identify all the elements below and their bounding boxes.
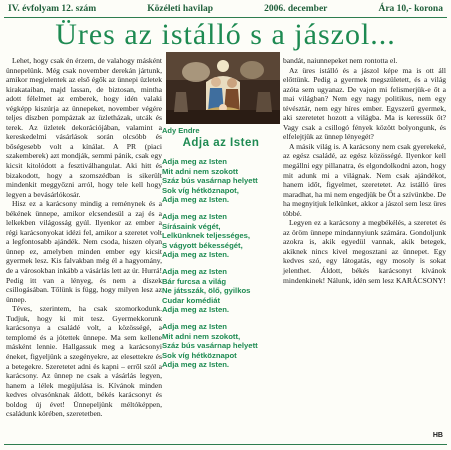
article-title: Üres az istálló s a jászol... bbox=[55, 18, 396, 51]
right-paragraph: A másik világ is. A karácsony nem csak gyerekeké, az egész családé, az egész közösségé. Ilyenkor kell megállni egy pillanatra, és elgondolkodni azon, hogy mit adunk mi a világnak. Nem csak ajándékot, hanem időt, figyelmet, szeretetet. Az istálló üres maradhat, ha mi nem engedjük be Őt a szívünkbe. De ha megnyitjuk lelkünket, akkor a jászol sem lesz üres többé. bbox=[283, 141, 447, 218]
poem-line: Adja meg az Isten. bbox=[162, 360, 230, 370]
poem-stanza bbox=[162, 157, 280, 205]
poem bbox=[162, 126, 280, 377]
poem-title: Adja az Isten bbox=[182, 137, 260, 149]
poem-line: Cudar komédiát bbox=[162, 295, 221, 305]
poem-line: Adja meg az Isten. bbox=[162, 250, 230, 260]
poem-line: Adja meg az Isten bbox=[162, 266, 227, 276]
nativity-picture bbox=[166, 52, 280, 126]
poem-line: Mit adni nem szokott bbox=[162, 166, 239, 176]
poem-line: Adja meg az Isten. bbox=[162, 195, 230, 205]
poem-line: Ne játsszák, ölő, gyilkos bbox=[162, 286, 251, 296]
poem-stanza bbox=[162, 322, 280, 370]
poem-author: Ady Endre bbox=[162, 126, 200, 135]
right-paragraph: Legyen ez a karácsony a megbékélés, a szeretet és az öröm ünnepe mindannyiunk számára. Gondoljunk azokra is, akik egyedül vannak, akik betegek, akiknek nincs kivel megosztani az ünnepet. Egy kedves szó, egy látogatás, egy mosoly is sokat jelenthet. Áldott, békés karácsonyt kívánok mindenkinek! Nálunk, idén sem lesz KARÁCSONY! bbox=[283, 218, 446, 285]
poem-line: Sok víg hétköznapot, bbox=[162, 185, 239, 195]
left-column bbox=[6, 56, 162, 419]
bottom-rule bbox=[4, 444, 447, 449]
poem-line: S vágyott békességét, bbox=[162, 240, 243, 250]
poem-stanza bbox=[162, 267, 280, 315]
right-column bbox=[283, 56, 446, 285]
poem-line: Sírásaink végét, bbox=[162, 221, 221, 231]
poem-line: Száz bús vasárnap helyett bbox=[162, 341, 258, 351]
poem-line: Adja meg az Isten bbox=[162, 157, 227, 166]
poem-line: Bár furcsa a világ bbox=[162, 276, 227, 286]
issue-price: Ára 10,- korona bbox=[378, 4, 443, 14]
issue-date: 2006. december bbox=[264, 4, 328, 14]
left-paragraph: Hisz ez a karácsony mindig a reménynek és a békének ünnepe, amikor elcsendesül a zaj és a lelkekben világosság gyúl. Ilyenkor az ember a régi karácsonyokat idézi fel, amikor a szeretet volt a legfontosabb ajándék. Nem csoda, hiszen olyan ünnep ez, amelyben minden ember egy kicsit gyermek lesz. Kis falvakban még él a hagyomány, de a városokban inkább a vásárlás lett az úr. Hurrá! Pedig itt van a lényeg, és nem a díszek csillogásában. Tőlünk is függ, hogy milyen lesz az ünnep. bbox=[6, 199, 162, 304]
poem-line: Száz bús vasárnap helyett bbox=[162, 176, 258, 186]
right-paragraph: Az üres istálló és a jászol képe ma is ott áll előttünk. Pedig a gyermek megszületett, és a világ azóta sem ugyanaz. De vajon mi felismerjük-e őt a mai világban? Nem egy nagy politikus, nem egy tévésztár, nem egy híres ember. Egyszerű gyermek, aki szeretetet hozott a világba. Ma is keressük őt? Vagy csak a csillogó fények között bolyongunk, és elfelejtjük az ünnep lényegét? bbox=[283, 65, 446, 142]
left-paragraph: Téves, szerintem, ha csak szomorkodunk. Tudjuk, hogy ki mit tesz. Gyermekkorunk karácsonya a családé volt, a közösségé, a templomé és a jótettek ünnepe. Ma sem kellene másként lennie. Hallgassuk meg a karácsonyi éneket, figyeljünk a szegényekre, az elesettekre és a betegekre. Szeretetet adni és kapni – erről szól a karácsony. Az ünnep ne csak a vásárlás legyen, hanem a lélek megújulása is. Kívánok minden kedves olvasónknak áldott, békés karácsonyt és boldog új évet! Ünnepeljünk méltóképpen, családunk körében, szeretetben. bbox=[6, 304, 162, 419]
masthead bbox=[4, 2, 447, 18]
author-signature: HB bbox=[432, 432, 443, 439]
poem-line: Mit adni nem szokott, bbox=[162, 331, 241, 341]
right-paragraph: bandát, naiunnepeket nem rontotta el. bbox=[283, 56, 398, 65]
poem-line: Adja meg az Isten. bbox=[162, 305, 230, 315]
poem-line: Lelkünknek teljességes, bbox=[162, 231, 251, 241]
poem-stanza bbox=[162, 212, 280, 260]
publication-subtitle: Közéleti havilap bbox=[147, 4, 213, 14]
left-paragraph: Lehet, hogy csak én érzem, de valahogy másként ünnepelünk. Még csak november derekán jártunk, amikor megjelentek az első égők az ünnepi üzletek kirakataiban, majd lassan, de biztosan, mintha adott félelmet az emberek, hogy idén valaki végképp kiszúrja az ünnepeket, november végére teljes díszben pompáztak az üzletházak, utcák és terek. Az üzletek dekorációjában, valamint a kereskedelmi vásárlások során olcsóbb és bőségesebb volt a kínálat. A PR (piaci szakemberek) azt mondják, semmi pánik, csak egy kicsit kitolódott a fesztiválhangulat. Aki hitt és bizakodott, hogy a szomszédban is sikerült mindenkit meggyőzni arról, hogy tele kell hogy legyen a bevásárlókosár. bbox=[6, 56, 162, 199]
poem-line: Sok víg hétköznapot bbox=[162, 350, 237, 360]
poem-line: Adja meg az Isten bbox=[162, 321, 227, 331]
nativity-scene-icon bbox=[166, 52, 280, 124]
poem-line: Adja meg az Isten bbox=[162, 211, 227, 221]
volume-issue: IV. évfolyam 12. szám bbox=[8, 4, 97, 14]
